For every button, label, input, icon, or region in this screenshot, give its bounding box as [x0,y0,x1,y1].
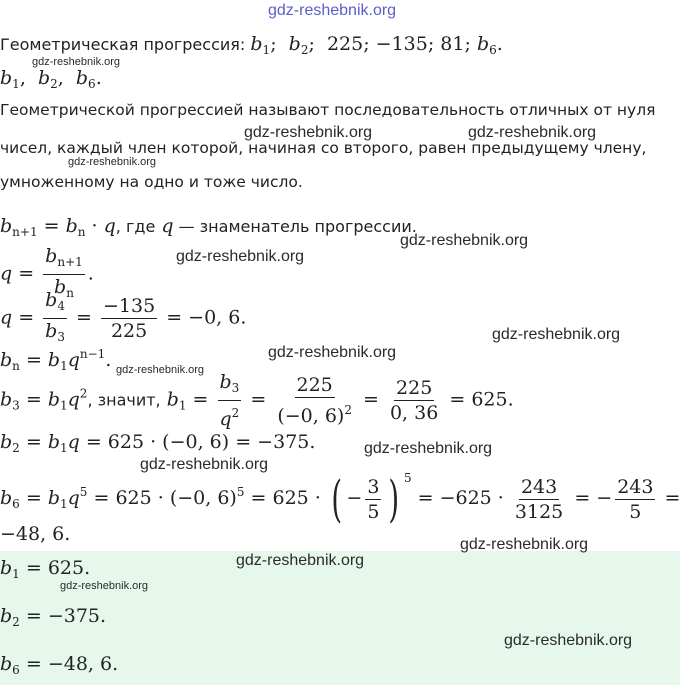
answer-b6: $b_6 = -48$, 6. [0,653,119,677]
watermark: gdz-reshebnik.org [236,552,365,569]
watermark: gdz-reshebnik.org [364,440,493,457]
answer-b2: $b_2 = -375$. [0,605,107,629]
watermark: gdz-reshebnik.org [268,344,397,361]
watermark: gdz-reshebnik.org [32,56,121,68]
watermark: gdz-reshebnik.org [60,580,149,592]
definition-line-2: чисел, каждый член которой, начиная со второго, равен предыдущему члену, [0,139,647,157]
watermark: gdz-reshebnik.org [68,156,157,168]
formula-b6: $b_6 = b_1q^5 = 625 \cdot (-0$, 6)$^5$ = 625 · ( − $\frac{3}{5}$ ) $^5$ = −625 · $\frac{243}{3125}$ = − $\frac{243}{5}$ = [0,470,680,528]
watermark: gdz-reshebnik.org [400,232,529,249]
watermark: gdz-reshebnik.org [140,456,269,473]
formula-q-value: q = $\frac{b_4}{b_3}$ = $\frac{-135}{225}$ = −0, 6. [0,289,247,344]
formula-b2: $b_2 = b_1q = 625 \cdot (-0$, 6) = −375. [0,431,316,455]
watermark: gdz-reshebnik.org [244,124,373,141]
definition-line-3: умноженному на одно и тоже число. [0,173,303,191]
formula-general-term: $b_n = b_1q^{n-1}$. [0,347,112,373]
watermark: gdz-reshebnik.org [504,632,633,649]
formula-q-definition: q = $\frac{b_{n+1}}{b_n}$ . [0,245,94,300]
formula-recurrence: $b_{n+1} = b_n \cdot q$, где q — знаменатель прогрессии. [0,215,417,239]
watermark: gdz-reshebnik.org [492,326,621,343]
find-terms: $b_1$, $b_2$, $b_6$. [0,67,102,91]
definition-line-1: Геометрической прогрессией называют последовательность отличных от нуля [0,101,656,119]
problem-intro: Геометрическая прогрессия: [0,35,246,54]
site-watermark[interactable]: gdz-reshebnik.org [268,2,397,19]
watermark: gdz-reshebnik.org [116,364,205,376]
formula-b3: $b_3 = b_1q^2$, значит, $b_1$ = $\frac{b_3}{q^2}$ = $\frac{225}{(-0, 6)^2}$ = $\frac{225}{0, 36}$ = 625. [0,371,514,430]
watermark: gdz-reshebnik.org [468,124,597,141]
watermark: gdz-reshebnik.org [460,536,589,553]
formula-b6-result: −48, 6. [0,523,71,545]
problem-statement: Геометрическая прогрессия: $b_1$; $b_2$; 225; −135; 81; $b_6$. [0,33,503,57]
answer-b1: $b_1 = 625$. [0,557,91,581]
watermark: gdz-reshebnik.org [176,248,305,265]
